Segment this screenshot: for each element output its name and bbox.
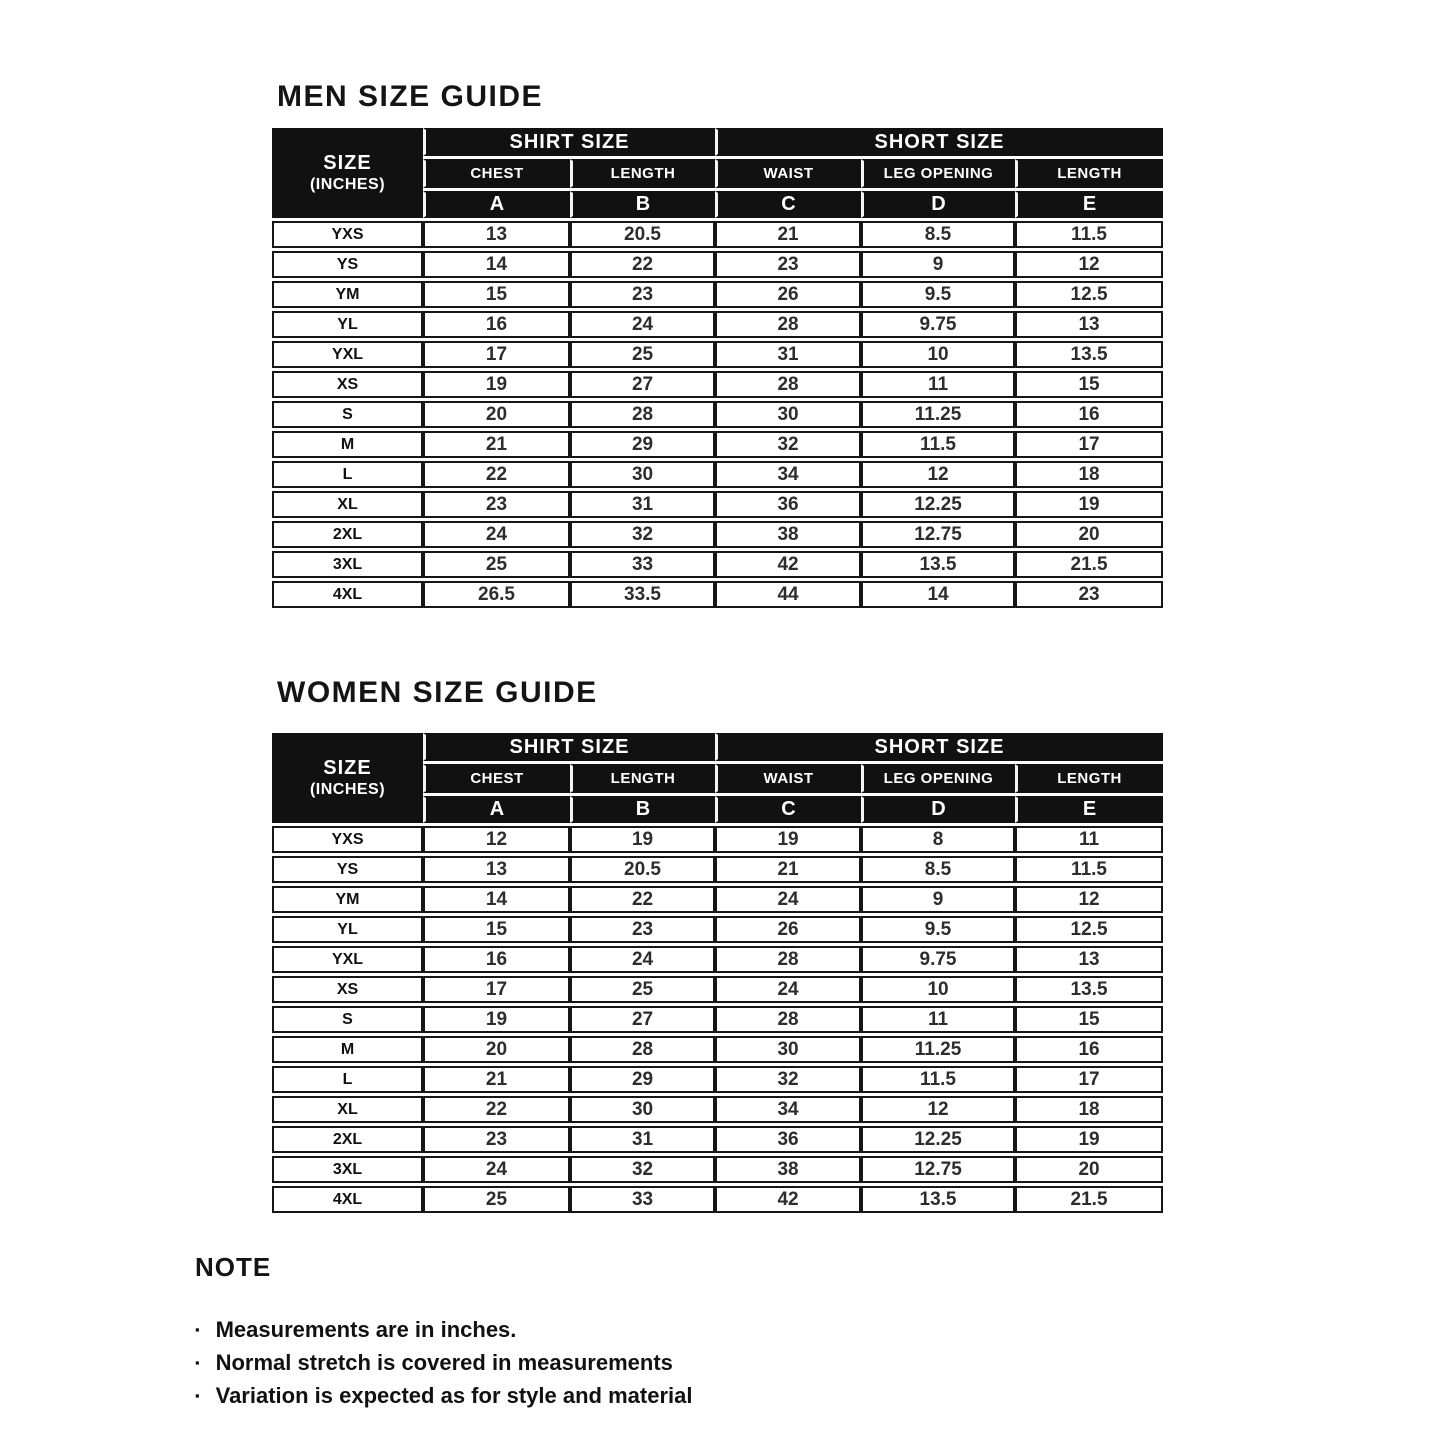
letter-d-header: D bbox=[861, 191, 1015, 218]
size-inches-header bbox=[272, 128, 423, 218]
value-cell: 11 bbox=[1015, 826, 1163, 853]
table-row bbox=[272, 431, 1163, 458]
size-label-cell: YXL bbox=[272, 946, 423, 973]
value-cell: 28 bbox=[715, 371, 861, 398]
value-cell: 20 bbox=[1015, 1156, 1163, 1183]
value-cell: 13.5 bbox=[861, 1186, 1015, 1213]
table-row bbox=[272, 491, 1163, 518]
value-cell: 22 bbox=[423, 1096, 570, 1123]
value-cell: 9.75 bbox=[861, 311, 1015, 338]
value-cell: 24 bbox=[570, 311, 715, 338]
size-label-cell: YS bbox=[272, 251, 423, 278]
value-cell: 13.5 bbox=[1015, 976, 1163, 1003]
value-cell: 28 bbox=[715, 311, 861, 338]
value-cell: 15 bbox=[423, 916, 570, 943]
size-label-cell: L bbox=[272, 1066, 423, 1093]
letter-e-header: E bbox=[1015, 191, 1163, 218]
value-cell: 12 bbox=[423, 826, 570, 853]
leg-opening-header: LEG OPENING bbox=[861, 159, 1015, 188]
table-row bbox=[272, 976, 1163, 1003]
value-cell: 13 bbox=[1015, 946, 1163, 973]
value-cell: 30 bbox=[570, 461, 715, 488]
value-cell: 21.5 bbox=[1015, 1186, 1163, 1213]
value-cell: 42 bbox=[715, 1186, 861, 1213]
table-row bbox=[272, 281, 1163, 308]
size-label-cell: S bbox=[272, 401, 423, 428]
table-row bbox=[272, 371, 1163, 398]
size-label-cell: YL bbox=[272, 311, 423, 338]
value-cell: 19 bbox=[715, 826, 861, 853]
value-cell: 12.75 bbox=[861, 521, 1015, 548]
short-length-header: LENGTH bbox=[1015, 159, 1163, 188]
short-length-header: LENGTH bbox=[1015, 764, 1163, 793]
value-cell: 9 bbox=[861, 251, 1015, 278]
value-cell: 19 bbox=[1015, 1126, 1163, 1153]
value-cell: 12.25 bbox=[861, 491, 1015, 518]
shirt-size-group-header: SHIRT SIZE bbox=[423, 733, 715, 761]
value-cell: 38 bbox=[715, 521, 861, 548]
note-bullet-item: ▪ Normal stretch is covered in measurements bbox=[195, 1346, 692, 1379]
value-cell: 14 bbox=[423, 886, 570, 913]
value-cell: 24 bbox=[423, 521, 570, 548]
value-cell: 33.5 bbox=[570, 581, 715, 608]
value-cell: 12.25 bbox=[861, 1126, 1015, 1153]
table-row bbox=[272, 1006, 1163, 1033]
value-cell: 33 bbox=[570, 1186, 715, 1213]
note-bullet-item: ▪ Variation is expected as for style and material bbox=[195, 1379, 692, 1412]
value-cell: 26.5 bbox=[423, 581, 570, 608]
value-cell: 17 bbox=[423, 976, 570, 1003]
inches-header-label: (INCHES) bbox=[309, 781, 386, 798]
value-cell: 30 bbox=[570, 1096, 715, 1123]
value-cell: 33 bbox=[570, 551, 715, 578]
value-cell: 30 bbox=[715, 401, 861, 428]
value-cell: 25 bbox=[423, 1186, 570, 1213]
value-cell: 8.5 bbox=[861, 856, 1015, 883]
size-label-cell: YM bbox=[272, 886, 423, 913]
table-row bbox=[272, 1036, 1163, 1063]
value-cell: 21.5 bbox=[1015, 551, 1163, 578]
table-row bbox=[272, 461, 1163, 488]
value-cell: 16 bbox=[1015, 1036, 1163, 1063]
value-cell: 34 bbox=[715, 461, 861, 488]
value-cell: 12.5 bbox=[1015, 281, 1163, 308]
value-cell: 23 bbox=[423, 1126, 570, 1153]
table-row bbox=[272, 251, 1163, 278]
value-cell: 38 bbox=[715, 1156, 861, 1183]
chest-header: CHEST bbox=[423, 764, 570, 793]
size-label-cell: 4XL bbox=[272, 581, 423, 608]
value-cell: 25 bbox=[570, 341, 715, 368]
letter-c-header: C bbox=[715, 796, 861, 823]
value-cell: 11.5 bbox=[1015, 221, 1163, 248]
value-cell: 31 bbox=[715, 341, 861, 368]
shirt-length-header: LENGTH bbox=[570, 764, 715, 793]
value-cell: 44 bbox=[715, 581, 861, 608]
value-cell: 11 bbox=[861, 1006, 1015, 1033]
size-label-cell: 2XL bbox=[272, 1126, 423, 1153]
value-cell: 21 bbox=[423, 1066, 570, 1093]
value-cell: 25 bbox=[570, 976, 715, 1003]
value-cell: 12 bbox=[1015, 886, 1163, 913]
value-cell: 16 bbox=[423, 311, 570, 338]
value-cell: 20 bbox=[423, 401, 570, 428]
women-size-guide-title: WOMEN SIZE GUIDE bbox=[277, 676, 598, 709]
value-cell: 11.5 bbox=[861, 431, 1015, 458]
table-row bbox=[272, 401, 1163, 428]
value-cell: 9.5 bbox=[861, 916, 1015, 943]
value-cell: 22 bbox=[423, 461, 570, 488]
value-cell: 24 bbox=[423, 1156, 570, 1183]
letter-a-header: A bbox=[423, 191, 570, 218]
table-row bbox=[272, 551, 1163, 578]
value-cell: 32 bbox=[570, 1156, 715, 1183]
table-row bbox=[272, 521, 1163, 548]
letter-b-header: B bbox=[570, 796, 715, 823]
value-cell: 11 bbox=[861, 371, 1015, 398]
size-label-cell: YXS bbox=[272, 826, 423, 853]
size-label-cell: YXS bbox=[272, 221, 423, 248]
size-label-cell: YXL bbox=[272, 341, 423, 368]
size-label-cell: M bbox=[272, 1036, 423, 1063]
value-cell: 12.5 bbox=[1015, 916, 1163, 943]
short-size-group-header: SHORT SIZE bbox=[715, 128, 1163, 156]
value-cell: 20.5 bbox=[570, 221, 715, 248]
value-cell: 17 bbox=[1015, 431, 1163, 458]
value-cell: 28 bbox=[715, 1006, 861, 1033]
women-table-header bbox=[272, 733, 1163, 823]
value-cell: 8 bbox=[861, 826, 1015, 853]
value-cell: 20 bbox=[1015, 521, 1163, 548]
value-cell: 24 bbox=[715, 886, 861, 913]
value-cell: 21 bbox=[715, 221, 861, 248]
value-cell: 13 bbox=[423, 856, 570, 883]
table-row bbox=[272, 221, 1163, 248]
men-table-body bbox=[272, 221, 1163, 608]
value-cell: 11.25 bbox=[861, 1036, 1015, 1063]
value-cell: 32 bbox=[715, 1066, 861, 1093]
table-row bbox=[272, 946, 1163, 973]
value-cell: 19 bbox=[570, 826, 715, 853]
size-label-cell: 3XL bbox=[272, 551, 423, 578]
value-cell: 36 bbox=[715, 491, 861, 518]
value-cell: 24 bbox=[570, 946, 715, 973]
size-label-cell: YL bbox=[272, 916, 423, 943]
value-cell: 10 bbox=[861, 341, 1015, 368]
value-cell: 18 bbox=[1015, 1096, 1163, 1123]
value-cell: 28 bbox=[570, 401, 715, 428]
value-cell: 15 bbox=[1015, 1006, 1163, 1033]
size-label-cell: S bbox=[272, 1006, 423, 1033]
note-title: NOTE bbox=[195, 1252, 272, 1282]
table-row bbox=[272, 1066, 1163, 1093]
value-cell: 13 bbox=[1015, 311, 1163, 338]
value-cell: 32 bbox=[570, 521, 715, 548]
letter-e-header: E bbox=[1015, 796, 1163, 823]
value-cell: 22 bbox=[570, 251, 715, 278]
value-cell: 13.5 bbox=[861, 551, 1015, 578]
letter-d-header: D bbox=[861, 796, 1015, 823]
size-header-label: SIZE bbox=[323, 152, 372, 174]
value-cell: 16 bbox=[1015, 401, 1163, 428]
value-cell: 14 bbox=[861, 581, 1015, 608]
value-cell: 28 bbox=[715, 946, 861, 973]
value-cell: 29 bbox=[570, 431, 715, 458]
value-cell: 12 bbox=[861, 1096, 1015, 1123]
value-cell: 28 bbox=[570, 1036, 715, 1063]
table-row bbox=[272, 1156, 1163, 1183]
men-table-header bbox=[272, 128, 1163, 218]
table-row bbox=[272, 341, 1163, 368]
value-cell: 9 bbox=[861, 886, 1015, 913]
waist-header: WAIST bbox=[715, 764, 861, 793]
value-cell: 21 bbox=[715, 856, 861, 883]
value-cell: 9.75 bbox=[861, 946, 1015, 973]
value-cell: 19 bbox=[423, 371, 570, 398]
shirt-length-header: LENGTH bbox=[570, 159, 715, 188]
letter-c-header: C bbox=[715, 191, 861, 218]
size-label-cell: XS bbox=[272, 976, 423, 1003]
value-cell: 8.5 bbox=[861, 221, 1015, 248]
table-row bbox=[272, 1126, 1163, 1153]
waist-header: WAIST bbox=[715, 159, 861, 188]
value-cell: 31 bbox=[570, 491, 715, 518]
size-label-cell: 2XL bbox=[272, 521, 423, 548]
value-cell: 14 bbox=[423, 251, 570, 278]
value-cell: 24 bbox=[715, 976, 861, 1003]
size-label-cell: 4XL bbox=[272, 1186, 423, 1213]
men-size-table bbox=[272, 125, 1163, 611]
short-size-group-header: SHORT SIZE bbox=[715, 733, 1163, 761]
value-cell: 34 bbox=[715, 1096, 861, 1123]
value-cell: 27 bbox=[570, 1006, 715, 1033]
value-cell: 9.5 bbox=[861, 281, 1015, 308]
table-row bbox=[272, 1096, 1163, 1123]
size-label-cell: XL bbox=[272, 491, 423, 518]
value-cell: 22 bbox=[570, 886, 715, 913]
table-row bbox=[272, 886, 1163, 913]
size-label-cell: XS bbox=[272, 371, 423, 398]
value-cell: 29 bbox=[570, 1066, 715, 1093]
size-label-cell: L bbox=[272, 461, 423, 488]
value-cell: 23 bbox=[423, 491, 570, 518]
table-row bbox=[272, 311, 1163, 338]
value-cell: 12 bbox=[1015, 251, 1163, 278]
women-size-table bbox=[272, 730, 1163, 1216]
value-cell: 20.5 bbox=[570, 856, 715, 883]
size-header-label: SIZE bbox=[323, 757, 372, 779]
women-table-body bbox=[272, 826, 1163, 1213]
leg-opening-header: LEG OPENING bbox=[861, 764, 1015, 793]
value-cell: 11.25 bbox=[861, 401, 1015, 428]
value-cell: 23 bbox=[1015, 581, 1163, 608]
value-cell: 13.5 bbox=[1015, 341, 1163, 368]
size-label-cell: XL bbox=[272, 1096, 423, 1123]
note-section bbox=[195, 1252, 692, 1412]
table-row bbox=[272, 916, 1163, 943]
value-cell: 10 bbox=[861, 976, 1015, 1003]
value-cell: 36 bbox=[715, 1126, 861, 1153]
value-cell: 11.5 bbox=[861, 1066, 1015, 1093]
value-cell: 27 bbox=[570, 371, 715, 398]
value-cell: 20 bbox=[423, 1036, 570, 1063]
men-size-guide-title: MEN SIZE GUIDE bbox=[277, 80, 544, 113]
value-cell: 19 bbox=[1015, 491, 1163, 518]
value-cell: 23 bbox=[570, 916, 715, 943]
value-cell: 16 bbox=[423, 946, 570, 973]
value-cell: 12 bbox=[861, 461, 1015, 488]
shirt-size-group-header: SHIRT SIZE bbox=[423, 128, 715, 156]
value-cell: 12.75 bbox=[861, 1156, 1015, 1183]
inches-header-label: (INCHES) bbox=[309, 176, 386, 193]
value-cell: 32 bbox=[715, 431, 861, 458]
note-bullet-list bbox=[195, 1313, 692, 1412]
value-cell: 23 bbox=[715, 251, 861, 278]
size-label-cell: 3XL bbox=[272, 1156, 423, 1183]
value-cell: 17 bbox=[1015, 1066, 1163, 1093]
value-cell: 17 bbox=[423, 341, 570, 368]
value-cell: 31 bbox=[570, 1126, 715, 1153]
value-cell: 23 bbox=[570, 281, 715, 308]
value-cell: 15 bbox=[1015, 371, 1163, 398]
letter-b-header: B bbox=[570, 191, 715, 218]
table-row bbox=[272, 581, 1163, 608]
value-cell: 13 bbox=[423, 221, 570, 248]
value-cell: 26 bbox=[715, 281, 861, 308]
value-cell: 42 bbox=[715, 551, 861, 578]
value-cell: 11.5 bbox=[1015, 856, 1163, 883]
table-row bbox=[272, 856, 1163, 883]
size-label-cell: M bbox=[272, 431, 423, 458]
size-label-cell: YS bbox=[272, 856, 423, 883]
value-cell: 25 bbox=[423, 551, 570, 578]
value-cell: 30 bbox=[715, 1036, 861, 1063]
note-bullet-item: ▪ Measurements are in inches. bbox=[195, 1313, 692, 1346]
letter-a-header: A bbox=[423, 796, 570, 823]
value-cell: 19 bbox=[423, 1006, 570, 1033]
chest-header: CHEST bbox=[423, 159, 570, 188]
value-cell: 15 bbox=[423, 281, 570, 308]
table-row bbox=[272, 826, 1163, 853]
size-label-cell: YM bbox=[272, 281, 423, 308]
size-inches-header bbox=[272, 733, 423, 823]
table-row bbox=[272, 1186, 1163, 1213]
value-cell: 21 bbox=[423, 431, 570, 458]
value-cell: 18 bbox=[1015, 461, 1163, 488]
value-cell: 26 bbox=[715, 916, 861, 943]
